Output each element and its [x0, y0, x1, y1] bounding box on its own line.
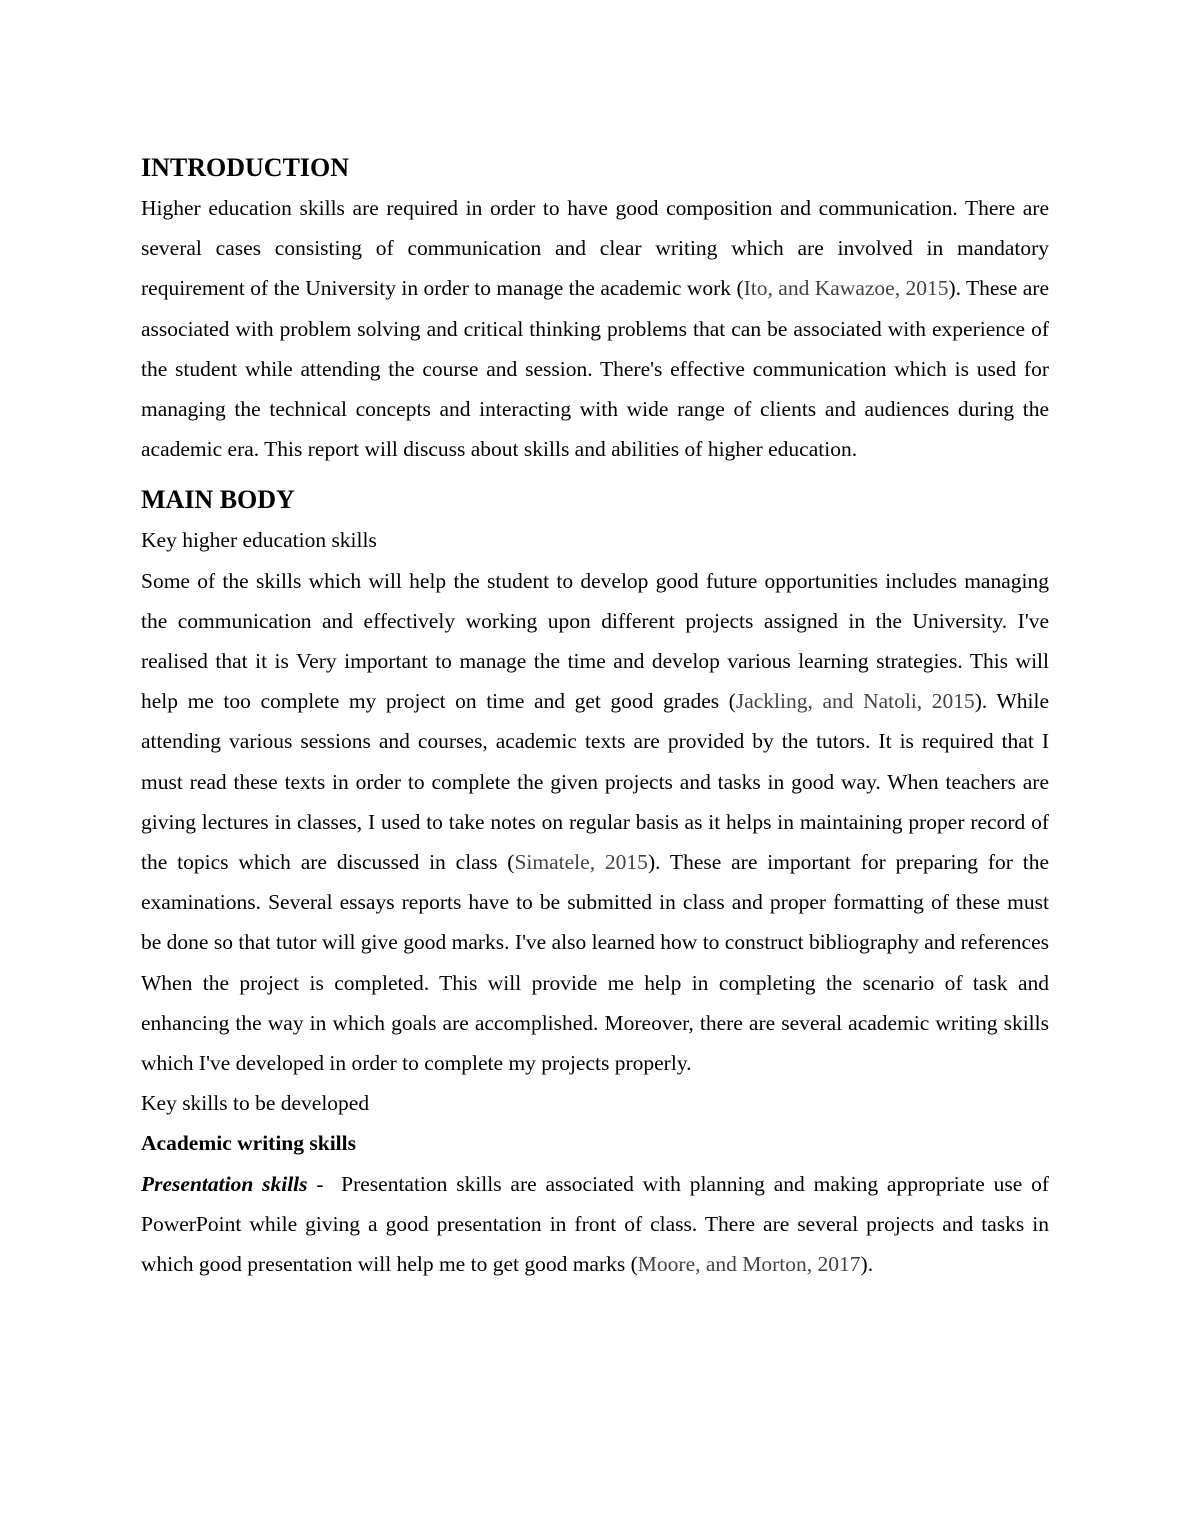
main-text-part-3: ). These are important for preparing for the examinations. Several essays reports have to be submitted in class and proper formatting of these must be done so that tutor will give good marks. I've also learned how to construct bibliography and references When the project is completed. This will provide me help in completing the scenario of task and enhancing the way in which goals are accomplished. Moreover, there are several academic writing skills which I've developed in order to complete my projects properly. — [141, 850, 1050, 1076]
subheading-academic-writing-skills: Academic writing skills — [141, 1131, 356, 1156]
presentation-skills-paragraph — [141, 1164, 1049, 1285]
main-body-paragraph — [141, 561, 1049, 1084]
intro-text-part-1: Higher education skills are required in order to have good composition and communication. There are several cases consisting of communication and clear writing which are involved in mandatory requirement of the University in order to manage the academic work ( — [141, 196, 1049, 301]
main-text-part-1: Some of the skills which will help the student to develop good future opportunities includes managing the communication and effectively working upon different projects assigned in the University. I've realised that it is Very important to manage the time and develop various learning strategies. This will help me too complete my project on time and get good grades ( — [141, 568, 1049, 714]
presentation-skills-separator: - — [307, 1171, 342, 1196]
intro-text-part-2: ). These are associated with problem solving and critical thinking problems that can be associated with experience of the student while attending the course and session. There's effective communication which is used for managing the technical concepts and interacting with wide range of clients and audiences during the academic era. This report will discuss about skills and abilities of higher education. — [141, 276, 1049, 462]
main-text-part-2: ). While attending various sessions and courses, academic texts are provided by the tutors. It is required that I must read these texts in order to complete the given projects and tasks in good way. When teachers are giving lectures in classes, I used to take notes on regular basis as it helps in maintaining proper record of the topics which are discussed in class ( — [141, 689, 1049, 875]
document-page — [141, 148, 1049, 1284]
citation-ito-kawazoe: Ito, and Kawazoe, 2015 — [743, 276, 949, 301]
introduction-paragraph — [141, 188, 1049, 469]
subheading-key-skills-to-be-developed: Key skills to be developed — [141, 1091, 370, 1116]
citation-moore-morton: Moore, and Morton, 2017 — [637, 1252, 861, 1277]
subheading-key-higher-education-skills: Key higher education skills — [141, 528, 377, 553]
citation-simatele: Simatele, 2015 — [514, 850, 648, 875]
main-body-heading: MAIN BODY — [141, 485, 295, 515]
presentation-text-part-2: ). — [860, 1252, 874, 1277]
presentation-text-part-1: Presentation skills are associated with planning and making appropriate use of PowerPoint while giving a good presentation in front of class. There are several projects and tasks in which good presentation will help me to get good marks ( — [141, 1171, 1049, 1277]
presentation-skills-lead: Presentation skills — [141, 1171, 308, 1196]
citation-jackling-natoli: Jackling, and Natoli, 2015 — [735, 689, 975, 714]
introduction-heading: INTRODUCTION — [141, 153, 350, 182]
